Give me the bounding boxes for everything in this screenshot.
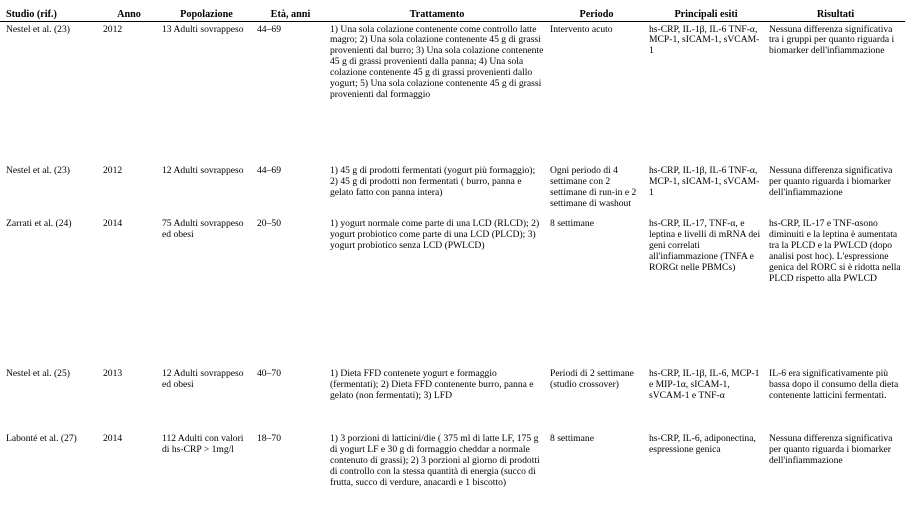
cell-anno: 2012 <box>103 23 123 35</box>
header-popolazione: Popolazione <box>180 8 233 20</box>
table-row <box>0 216 905 366</box>
cell-esiti: hs-CRP, IL-1β, IL-6, MCP-1 e MIP-1α, sICAM-1, sVCAM-1 e TNF-α <box>649 368 760 401</box>
cell-studio: Nestel et al. (23) <box>6 23 70 35</box>
cell-studio: Labonté et al. (27) <box>6 433 77 444</box>
studies-table <box>0 8 905 489</box>
cell-risultati: Nessuna differenza significativa tra i gruppi per quanto riguarda i biomarker dell'infiammazione <box>769 23 895 57</box>
cell-esiti: hs-CRP, IL-6, adiponectina, espressione genica <box>649 433 756 455</box>
cell-periodo: Periodi di 2 settimane (studio crossover) <box>550 368 634 390</box>
cell-eta: 40–70 <box>257 368 281 379</box>
cell-esiti: hs-CRP, IL-1β, IL-6 TNF-α, MCP-1, sICAM-1, sVCAM-1 <box>649 165 760 198</box>
table-row <box>0 366 905 431</box>
cell-esiti: hs-CRP, IL-17, TNF-α, e leptina e livelli di mRNA dei geni correlati all'infiammazione (TNFA e RORGt nelle PBMCs) <box>649 218 761 273</box>
table-row <box>0 163 905 216</box>
cell-eta: 44–69 <box>257 165 281 176</box>
cell-periodo: 8 settimane <box>550 433 594 444</box>
header-eta: Età, anni <box>270 8 311 20</box>
cell-popolazione: 12 Adulti sovrappeso ed obesi <box>162 368 244 390</box>
cell-eta: 18–70 <box>257 433 281 444</box>
cell-periodo: Ogni periodo di 4 settimane con 2 settimane di run-in e 2 settimane di washout <box>550 165 637 209</box>
cell-periodo: Intervento acuto <box>550 23 613 35</box>
cell-eta: 20–50 <box>257 218 281 229</box>
header-anno: Anno <box>117 8 141 20</box>
table-row <box>0 21 905 163</box>
cell-anno: 2012 <box>103 165 123 176</box>
cell-risultati: hs-CRP, IL-17 e TNF-αsono diminuiti e la leptina è aumentata tra la PLCD e la PWLCD (dopo analisi post hoc). L'espressione genica del RORC si è ridotta nella PLCD rispetto alla PWLCD <box>769 218 901 284</box>
cell-esiti: hs-CRP, IL-1β, IL-6 TNF-α, MCP-1, sICAM-1, sVCAM-1 <box>649 23 760 57</box>
cell-trattamento: 1) Una sola colazione contenente come controllo latte magro; 2) Una sola colazione contenente 45 g di grassi provenienti dal burro; 3) Una sola colazione contenente 45 g di grassi provenienti dalla panna; 4) Una sola colazione contenente 45 g di grassi provenienti dallo yogurt; 5) Una sola colazione contenente 45 g di grassi provenienti dal formaggio <box>330 23 544 100</box>
cell-studio: Zarrati et al. (24) <box>6 218 72 229</box>
cell-trattamento: 1) 3 porzioni di latticini/die ( 375 ml di latte LF, 175 g di yogurt LF e 30 g di formaggio cheddar a normale contenuto di grassi); 2) 3 porzioni al giorno di prodotti di controllo con la stessa quantità di energia (succo di frutta, succo di verdure, anacardi e 1 biscotto) <box>330 433 540 488</box>
header-trattamento: Trattamento <box>409 8 465 20</box>
cell-studio: Nestel et al. (25) <box>6 368 70 379</box>
header-esiti: Principali esiti <box>674 8 738 20</box>
header-studio: Studio (rif.) <box>6 8 57 20</box>
header-risultati: Risultati <box>816 8 855 20</box>
cell-anno: 2014 <box>103 218 123 229</box>
cell-popolazione: 75 Adulti sovrappeso ed obesi <box>162 218 244 240</box>
cell-popolazione: 12 Adulti sovrappeso <box>162 165 244 176</box>
cell-anno: 2013 <box>103 368 123 379</box>
cell-studio: Nestel et al. (23) <box>6 165 70 176</box>
header-row <box>0 8 905 21</box>
cell-trattamento: 1) yogurt normale come parte di una LCD (RLCD); 2) yogurt probiotico come parte di una LCD (PLCD); 3) yogurt probiotico senza LCD (PWLCD) <box>330 218 540 251</box>
cell-risultati: Nessuna differenza significativa per quanto riguarda i biomarker dell'infiammazione <box>769 433 893 466</box>
cell-popolazione: 112 Adulti con valori di hs-CRP > 1mg/l <box>162 433 244 455</box>
table-row <box>0 431 905 489</box>
cell-risultati: IL-6 era significativamente più bassa dopo il consumo della dieta contenente latticini fermentati. <box>769 368 899 401</box>
cell-trattamento: 1) 45 g di prodotti fermentati (yogurt più formaggio); 2) 45 g di prodotti non fermentati ( burro, panna e gelato fatto con panna intera) <box>330 165 536 198</box>
cell-anno: 2014 <box>103 433 123 444</box>
cell-trattamento: 1) Dieta FFD contenete yogurt e formaggio (fermentati); 2) Dieta FFD contenente burro, panna e gelato (non fermentati); 3) LFD <box>330 368 534 401</box>
cell-popolazione: 13 Adulti sovrappeso <box>162 23 244 35</box>
cell-eta: 44–69 <box>257 23 281 35</box>
header-periodo: Periodo <box>579 8 614 20</box>
cell-periodo: 8 settimane <box>550 218 594 229</box>
cell-risultati: Nessuna differenza significativa per quanto riguarda i biomarker dell'infiammazione <box>769 165 893 198</box>
